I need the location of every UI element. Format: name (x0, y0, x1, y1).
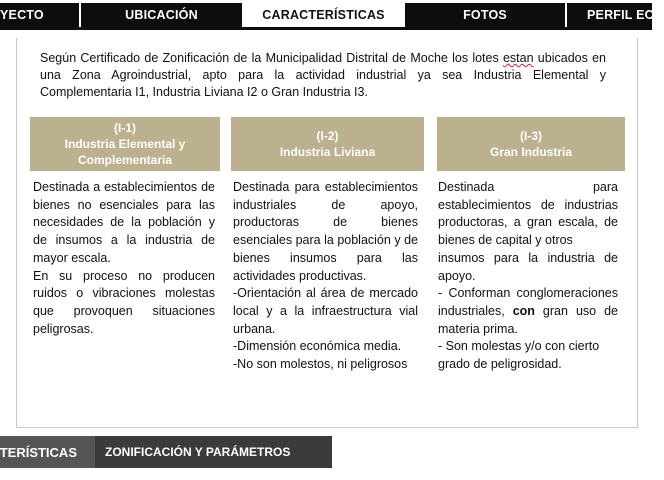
zone-header-i2 (231, 117, 424, 171)
zone-paragraph: En su proceso no producen ruidos o vibraciones molestas que provoquen situaciones peligrosas. (33, 268, 215, 336)
zone-header-i1 (30, 117, 220, 171)
zone-paragraph: insumos para la industria de apoyo. (438, 250, 618, 283)
intro-text-before: Según Certificado de Zonificación de la Municipalidad Distrital de Moche los lotes (40, 51, 503, 65)
zone-title: Gran Industria (489, 145, 572, 159)
zone-description-i2 (233, 179, 418, 374)
zone-header-i3 (437, 117, 625, 171)
tab-label: UBICACIÓN (125, 8, 198, 22)
tab-perfil-economico[interactable] (567, 3, 664, 27)
zone-text: gran uso de materia prima. (438, 303, 618, 336)
tab-label: PERFIL ECO (587, 8, 664, 22)
tab-bar-underline (0, 27, 652, 30)
tab-label: CARACTERÍSTICAS (262, 8, 385, 22)
zone-paragraph: -Orientación al área de mercado local y a la infraestructura vial urbana. (233, 286, 418, 336)
zone-title: Industria Liviana (279, 145, 376, 159)
zone-code: (I-3) (520, 129, 542, 143)
zone-paragraph: Destinada a establecimientos de bienes no esenciales para las necesidades de la población y de insumos a la industria de mayor escala. (33, 180, 215, 265)
zone-paragraph: Destinada para establecimientos industriales de apoyo, productoras de bienes esenciales para la población y de bienes insumos para las actividades productivas. (233, 180, 418, 283)
zone-paragraph: - Son molestas y/o con cierto grado de peligrosidad. (438, 339, 600, 372)
zone-text: - Conforman conglomeraciones industriales, (438, 286, 618, 318)
tab-ubicacion[interactable] (81, 3, 242, 27)
zone-paragraph: -Dimensión económica media. (233, 339, 402, 354)
tab-fotos[interactable] (405, 3, 565, 27)
tab-caracteristicas[interactable] (244, 3, 403, 27)
tab-label: YECTO (0, 8, 44, 22)
bottom-tab-label: ZONIFICACIÓN Y PARÁMETROS (105, 445, 291, 459)
tab-label: FOTOS (463, 8, 507, 22)
zone-description-i3 (438, 179, 618, 374)
zone-paragraph: -No son molestos, ni peligrosos (233, 357, 408, 372)
intro-misspelled-word: estan (502, 51, 534, 65)
tab-proyecto[interactable] (0, 3, 79, 27)
bottom-tab-zonificacion[interactable] (95, 436, 332, 468)
zone-text-bold: con (512, 303, 535, 318)
zone-paragraph: Destinada para establecimientos de industrias productoras, a gran escala, de bienes de capital y otros (438, 180, 618, 248)
bottom-tab-label: TERÍSTICAS (0, 444, 77, 460)
intro-text-after: ubicados en una Zona Agroindustrial, apto para la actividad industrial ya sea Industria Elemental y Complementaria I1, Industria Liviana I2 o Gran Industria I3. (40, 51, 606, 99)
zone-description-i1 (33, 179, 215, 338)
zone-code: (I-2) (316, 129, 339, 143)
intro-paragraph (40, 50, 606, 101)
top-tab-bar (0, 0, 664, 31)
zone-paragraph (438, 285, 618, 338)
bottom-tab-caracteristicas[interactable] (0, 436, 95, 468)
zone-title: Industria Elemental y Complementaria (64, 137, 186, 167)
zone-code: (I-1) (114, 121, 136, 135)
